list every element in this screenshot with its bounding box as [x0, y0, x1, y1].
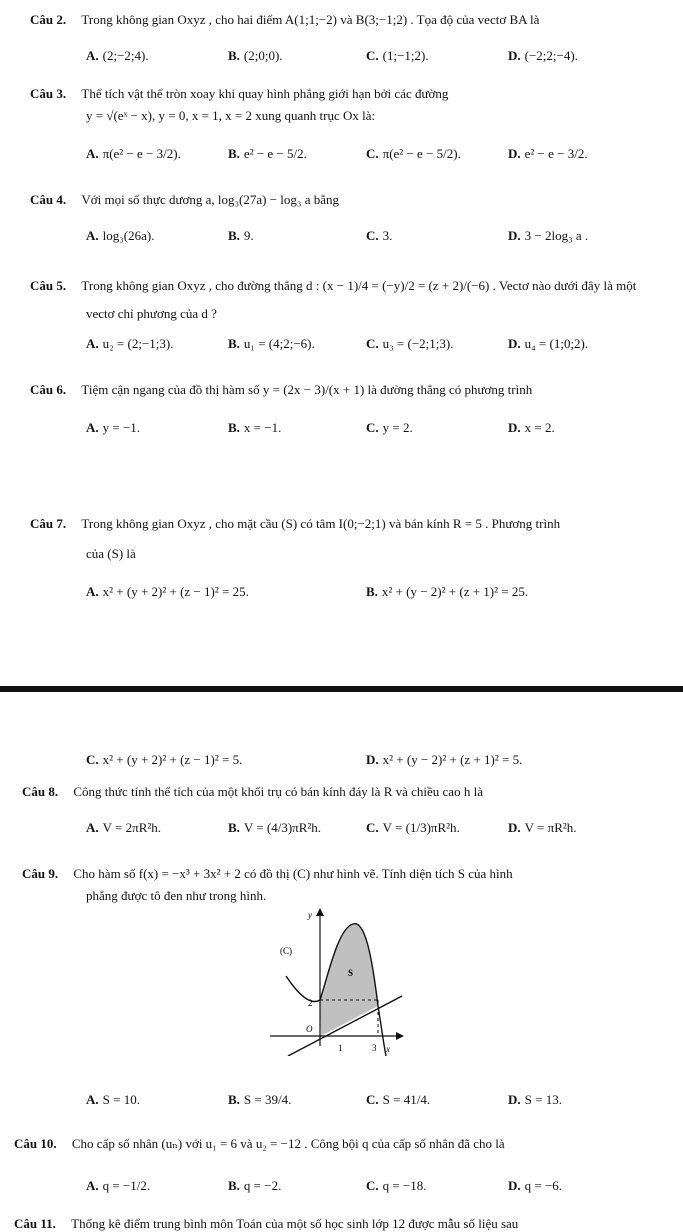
x-axis-label: x: [386, 1044, 390, 1054]
y-axis-label: y: [308, 910, 312, 920]
option-d[interactable]: D. (−2;2;−4).: [508, 48, 578, 63]
question-10: [14, 1136, 505, 1152]
question-stem: Cho hàm số f(x) = −x³ + 3x² + 2 có đồ thị (C) như hình vẽ. Tính diện tích S của hình: [73, 866, 513, 881]
question-number: Câu 10.: [14, 1136, 57, 1151]
option-a[interactable]: A. S = 10.: [86, 1092, 140, 1107]
option-d[interactable]: D. q = −6.: [508, 1178, 563, 1193]
y-axis-arrow: [316, 908, 324, 916]
option-a[interactable]: A. q = −1/2.: [86, 1178, 151, 1193]
option-b[interactable]: B. u₁ = (4;2;−6).: [228, 336, 315, 351]
option-b[interactable]: B. x = −1.: [228, 420, 282, 435]
option-a[interactable]: A. V = 2πR²h.: [86, 820, 162, 835]
option-c[interactable]: C. q = −18.: [366, 1178, 427, 1193]
option-b[interactable]: B. V = (4/3)πR²h.: [228, 820, 322, 835]
question-stem-line2: y = √(eˣ − x), y = 0, x = 1, x = 2 xung quanh trục Ox là:: [86, 108, 376, 123]
question-number: Câu 9.: [22, 866, 59, 881]
option-a[interactable]: A. y = −1.: [86, 420, 141, 435]
option-a[interactable]: A. u₂ = (2;−1;3).: [86, 336, 174, 351]
question-number: Câu 2.: [30, 12, 67, 27]
question-number: Câu 5.: [30, 278, 67, 293]
question-11-partial: [14, 1216, 518, 1232]
option-c[interactable]: C. V = (1/3)πR²h.: [366, 820, 460, 835]
question-9: [22, 866, 513, 882]
option-d[interactable]: D. 3 − 2log₃ a .: [508, 228, 589, 243]
option-c[interactable]: C. y = 2.: [366, 420, 413, 435]
option-b[interactable]: B. S = 39/4.: [228, 1092, 292, 1107]
question-stem: Thống kê điểm trung bình môn Toán của một số học sinh lớp 12 được mẫu số liệu sau: [71, 1216, 519, 1231]
function-graph: [268, 906, 408, 1056]
option-c[interactable]: C. x² + (y + 2)² + (z − 1)² = 5.: [86, 752, 243, 767]
page-break-divider: [0, 686, 683, 692]
tick-label-x1: 1: [338, 1043, 343, 1053]
option-a[interactable]: A. log₃(26a).: [86, 228, 155, 243]
option-d[interactable]: D. S = 13.: [508, 1092, 562, 1107]
question-5: [30, 278, 636, 294]
question-stem-line2: của (S) là: [86, 546, 136, 561]
option-c[interactable]: C. π(e² − e − 5/2).: [366, 146, 461, 161]
question-number: Câu 11.: [14, 1216, 56, 1231]
x-axis-arrow: [396, 1032, 404, 1040]
question-stem: Thể tích vật thể tròn xoay khi quay hình phẳng giới hạn bởi các đường: [81, 86, 449, 101]
question-stem: Cho cấp số nhân (uₙ) với u₁ = 6 và u₂ = −12 . Công bội q của cấp số nhân đã cho là: [71, 1136, 505, 1151]
question-number: Câu 8.: [22, 784, 59, 799]
option-c[interactable]: C. 3.: [366, 228, 393, 243]
shaded-region-s: [320, 924, 378, 1036]
question-stem: Trong không gian Oxyz , cho mặt cầu (S) có tâm I(0;−2;1) và bán kính R = 5 . Phương trình: [81, 516, 561, 531]
option-d[interactable]: D. x = 2.: [508, 420, 555, 435]
option-b[interactable]: B. q = −2.: [228, 1178, 282, 1193]
question-7: [30, 516, 560, 532]
option-d[interactable]: D. x² + (y − 2)² + (z + 1)² = 5.: [366, 752, 523, 767]
option-a[interactable]: A. x² + (y + 2)² + (z − 1)² = 25.: [86, 584, 249, 599]
option-b[interactable]: B. e² − e − 5/2.: [228, 146, 307, 161]
question-stem: Công thức tính thể tích của một khối trụ có bán kính đáy là R và chiều cao h là: [73, 784, 483, 799]
question-stem: Trong không gian Oxyz , cho đường thẳng d : (x − 1)/4 = (−y)/2 = (z + 2)/(−6) . Vectơ nào dưới đây là một: [81, 278, 637, 293]
option-d[interactable]: D. e² − e − 3/2.: [508, 146, 588, 161]
question-stem: Với mọi số thực dương a, log₃(27a) − log₃ a bằng: [81, 192, 339, 207]
question-number: Câu 3.: [30, 86, 67, 101]
curve-label: (C): [280, 946, 292, 956]
tick-label-x3: 3: [372, 1043, 377, 1053]
question-2: [30, 12, 539, 28]
option-b[interactable]: B. x² + (y − 2)² + (z + 1)² = 25.: [366, 584, 529, 599]
option-a[interactable]: A. (2;−2;4).: [86, 48, 149, 63]
question-stem: Trong không gian Oxyz , cho hai điểm A(1;1;−2) và B(3;−1;2) . Tọa độ của vectơ BA là: [81, 12, 540, 27]
option-d[interactable]: D. V = πR²h.: [508, 820, 577, 835]
option-d[interactable]: D. u₄ = (1;0;2).: [508, 336, 589, 351]
question-4: [30, 192, 339, 208]
question-8: [22, 784, 483, 800]
question-stem-line2: phẳng được tô đen như trong hình.: [86, 888, 267, 903]
question-stem: Tiệm cận ngang của đồ thị hàm số y = (2x − 3)/(x + 1) là đường thẳng có phương trình: [81, 382, 533, 397]
question-number: Câu 4.: [30, 192, 67, 207]
question-number: Câu 6.: [30, 382, 67, 397]
option-c[interactable]: C. S = 41/4.: [366, 1092, 431, 1107]
origin-label: O: [306, 1024, 313, 1034]
question-stem-line2: vectơ chỉ phương của d ?: [86, 306, 217, 321]
option-c[interactable]: C. (1;−1;2).: [366, 48, 429, 63]
option-c[interactable]: C. u₃ = (−2;1;3).: [366, 336, 454, 351]
region-label: S: [348, 968, 354, 978]
question-3: [30, 86, 448, 102]
question-6: [30, 382, 532, 398]
tick-label-y2: 2: [308, 998, 313, 1008]
option-b[interactable]: B. 9.: [228, 228, 254, 243]
question-number: Câu 7.: [30, 516, 67, 531]
option-b[interactable]: B. (2;0;0).: [228, 48, 283, 63]
option-a[interactable]: A. π(e² − e − 3/2).: [86, 146, 181, 161]
